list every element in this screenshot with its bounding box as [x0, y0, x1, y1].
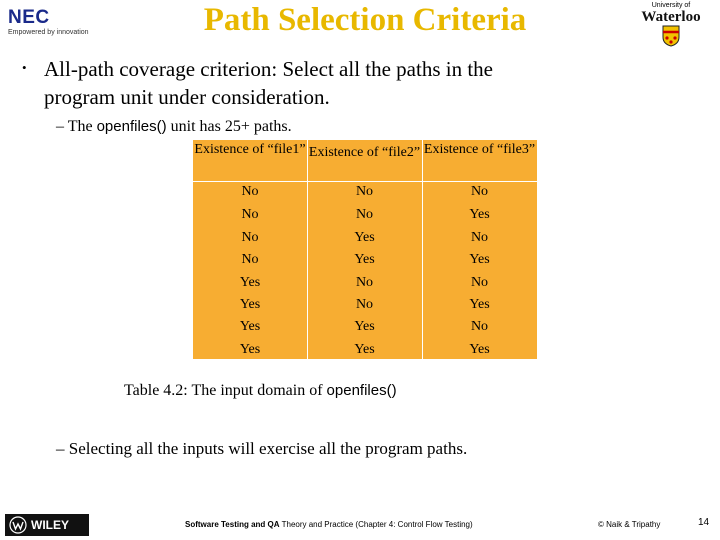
table-cell: Yes	[239, 342, 261, 357]
code-openfiles: openfiles()	[326, 382, 397, 399]
table-header-file2: Existence of “file2”	[308, 145, 421, 160]
table-cell: Yes	[469, 252, 490, 267]
table-cell: Yes	[354, 319, 375, 334]
sub-bullet-suffix: unit has 25+ paths.	[166, 118, 292, 135]
table-cell: Yes	[239, 275, 261, 290]
table-cell: No	[470, 275, 489, 290]
wiley-emblem-icon	[9, 516, 27, 534]
table-cell: Yes	[469, 207, 490, 222]
table-cell: No	[355, 207, 374, 222]
slide-title: Path Selection Criteria	[203, 2, 527, 38]
nec-logo	[8, 8, 98, 38]
table-cell: No	[470, 319, 489, 334]
waterloo-small-text: University of	[651, 2, 691, 9]
table-cell: No	[355, 275, 374, 290]
table-cell: Yes	[469, 297, 490, 312]
bullet-dot: •	[22, 60, 27, 75]
table-cell: No	[355, 184, 374, 199]
footer-book-title-bold: Software Testing and QA	[185, 520, 280, 529]
table-caption	[124, 381, 584, 401]
table-cell: Yes	[239, 297, 261, 312]
table-cell: No	[241, 230, 259, 245]
crest-icon	[662, 25, 680, 47]
table-cell: No	[241, 184, 259, 199]
table-cell: No	[355, 297, 374, 312]
page-number: 14	[698, 517, 710, 528]
sub-bullet-selecting-inputs: – Selecting all the inputs will exercise all the program paths.	[56, 439, 468, 458]
sub-bullet-prefix: – The	[56, 118, 97, 135]
wiley-logo	[5, 514, 89, 536]
wiley-wordmark: WILEY	[31, 518, 69, 532]
table-cell: Yes	[354, 342, 375, 357]
table-cell: No	[241, 252, 259, 267]
table-cell: No	[241, 207, 259, 222]
footer-book-title	[185, 520, 545, 530]
table-cell: Yes	[469, 342, 490, 357]
input-domain-table	[193, 140, 537, 359]
table-cell: Yes	[239, 319, 261, 334]
footer-copyright: © Naik & Tripathy	[598, 520, 661, 529]
header-divider	[193, 181, 537, 182]
table-cell: No	[470, 230, 489, 245]
nec-wordmark: NEC	[8, 7, 50, 28]
table-header-file1: Existence of “file1”	[194, 142, 306, 157]
waterloo-wordmark: Waterloo	[641, 9, 701, 25]
waterloo-logo	[632, 2, 710, 48]
sub-bullet-openfiles-paths	[56, 117, 456, 137]
table-cell: Yes	[354, 252, 375, 267]
table-cell: Yes	[354, 230, 375, 245]
footer-book-title-rest: Theory and Practice (Chapter 4: Control Flow Testing)	[279, 520, 473, 529]
table-cell: No	[470, 184, 489, 199]
bullet-all-path-coverage: All-path coverage criterion: Select all the paths in the program unit under consideration.	[44, 57, 493, 109]
nec-tagline: Empowered by innovation	[8, 29, 89, 36]
table-header-file3: Existence of “file3”	[423, 142, 536, 157]
caption-text: Table 4.2: The input domain of	[124, 382, 327, 399]
code-openfiles: openfiles()	[96, 118, 167, 135]
